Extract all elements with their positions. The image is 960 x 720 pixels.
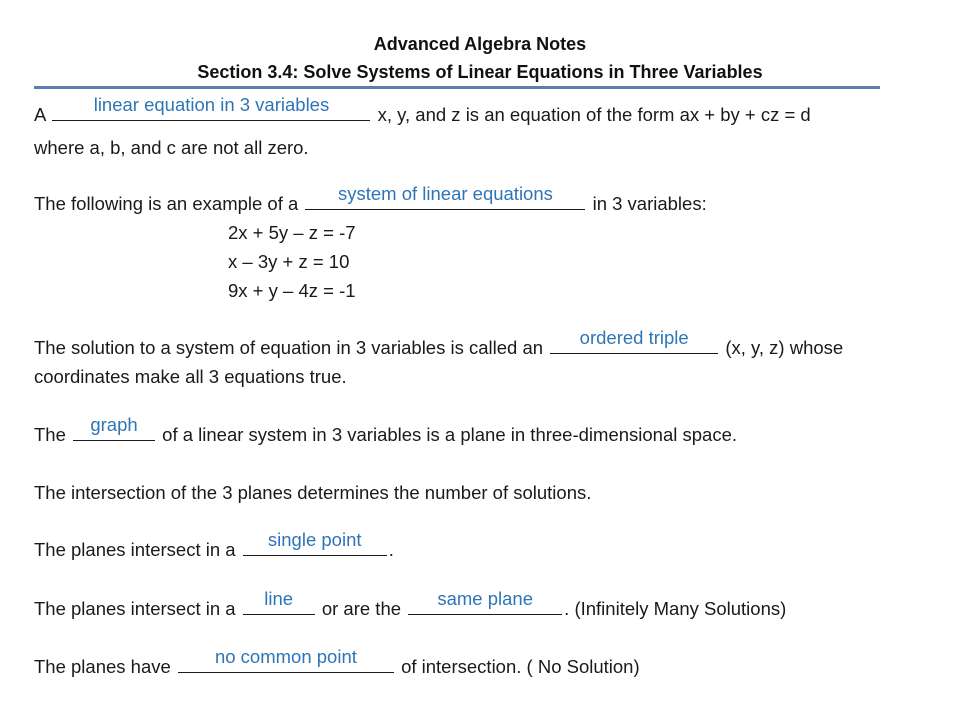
solution-line-2: coordinates make all 3 equations true. <box>34 366 347 387</box>
answer-linear-equation: linear equation in 3 variables <box>93 94 330 115</box>
equation-2: x – 3y + z = 10 <box>228 251 350 272</box>
definition-line <box>34 94 811 126</box>
graph-line <box>34 414 737 446</box>
intersection-line: The intersection of the 3 planes determines the number of solutions. <box>34 482 592 503</box>
example-prefix: The following is an example of a <box>34 193 299 214</box>
infinite-suffix: . (Infinitely Many Solutions) <box>564 598 787 619</box>
single-point-line <box>34 529 394 561</box>
no-solution-suffix: of intersection. ( No Solution) <box>401 656 640 677</box>
title-underline-rule <box>34 86 880 89</box>
definition-line-2: where a, b, and c are not all zero. <box>34 137 309 158</box>
solution-prefix: The solution to a system of equation in 3 variables is called an <box>34 337 544 358</box>
equation-1: 2x + 5y – z = -7 <box>228 222 356 243</box>
page-title: Advanced Algebra Notes <box>373 34 587 54</box>
equation-3: 9x + y – 4z = -1 <box>228 280 356 301</box>
blank-no-common-point <box>178 646 394 673</box>
answer-line: line <box>264 588 294 609</box>
infinite-prefix: The planes intersect in a <box>34 598 236 619</box>
single-point-suffix: . <box>388 539 394 560</box>
answer-ordered-triple: ordered triple <box>579 327 689 348</box>
answer-same-plane: same plane <box>437 588 533 609</box>
section-subtitle: Section 3.4: Solve Systems of Linear Equations in Three Variables <box>197 62 763 82</box>
graph-prefix: The <box>34 424 66 445</box>
infinite-mid: or are the <box>321 598 402 619</box>
answer-system: system of linear equations <box>337 183 553 204</box>
solution-suffix: (x, y, z) whose <box>725 337 844 358</box>
blank-ordered-triple <box>550 327 718 354</box>
single-point-prefix: The planes intersect in a <box>34 539 236 560</box>
blank-linear-equation <box>52 94 370 121</box>
blank-line <box>243 588 315 615</box>
example-suffix: in 3 variables: <box>592 193 707 214</box>
no-solution-line <box>34 646 640 678</box>
solution-line <box>34 327 844 359</box>
infinite-solutions-line <box>34 588 787 620</box>
blank-same-plane <box>408 588 562 615</box>
answer-graph: graph <box>90 414 138 435</box>
definition-prefix: A <box>34 104 46 125</box>
blank-single-point <box>243 529 387 556</box>
blank-graph <box>73 414 155 441</box>
blank-system <box>305 183 585 210</box>
no-solution-prefix: The planes have <box>34 656 171 677</box>
answer-no-common-point: no common point <box>214 646 357 667</box>
graph-suffix: of a linear system in 3 variables is a plane in three-dimensional space. <box>162 424 737 445</box>
definition-suffix: x, y, and z is an equation of the form ax + by + cz = d <box>377 104 811 125</box>
answer-single-point: single point <box>267 529 362 550</box>
example-line <box>34 183 707 215</box>
